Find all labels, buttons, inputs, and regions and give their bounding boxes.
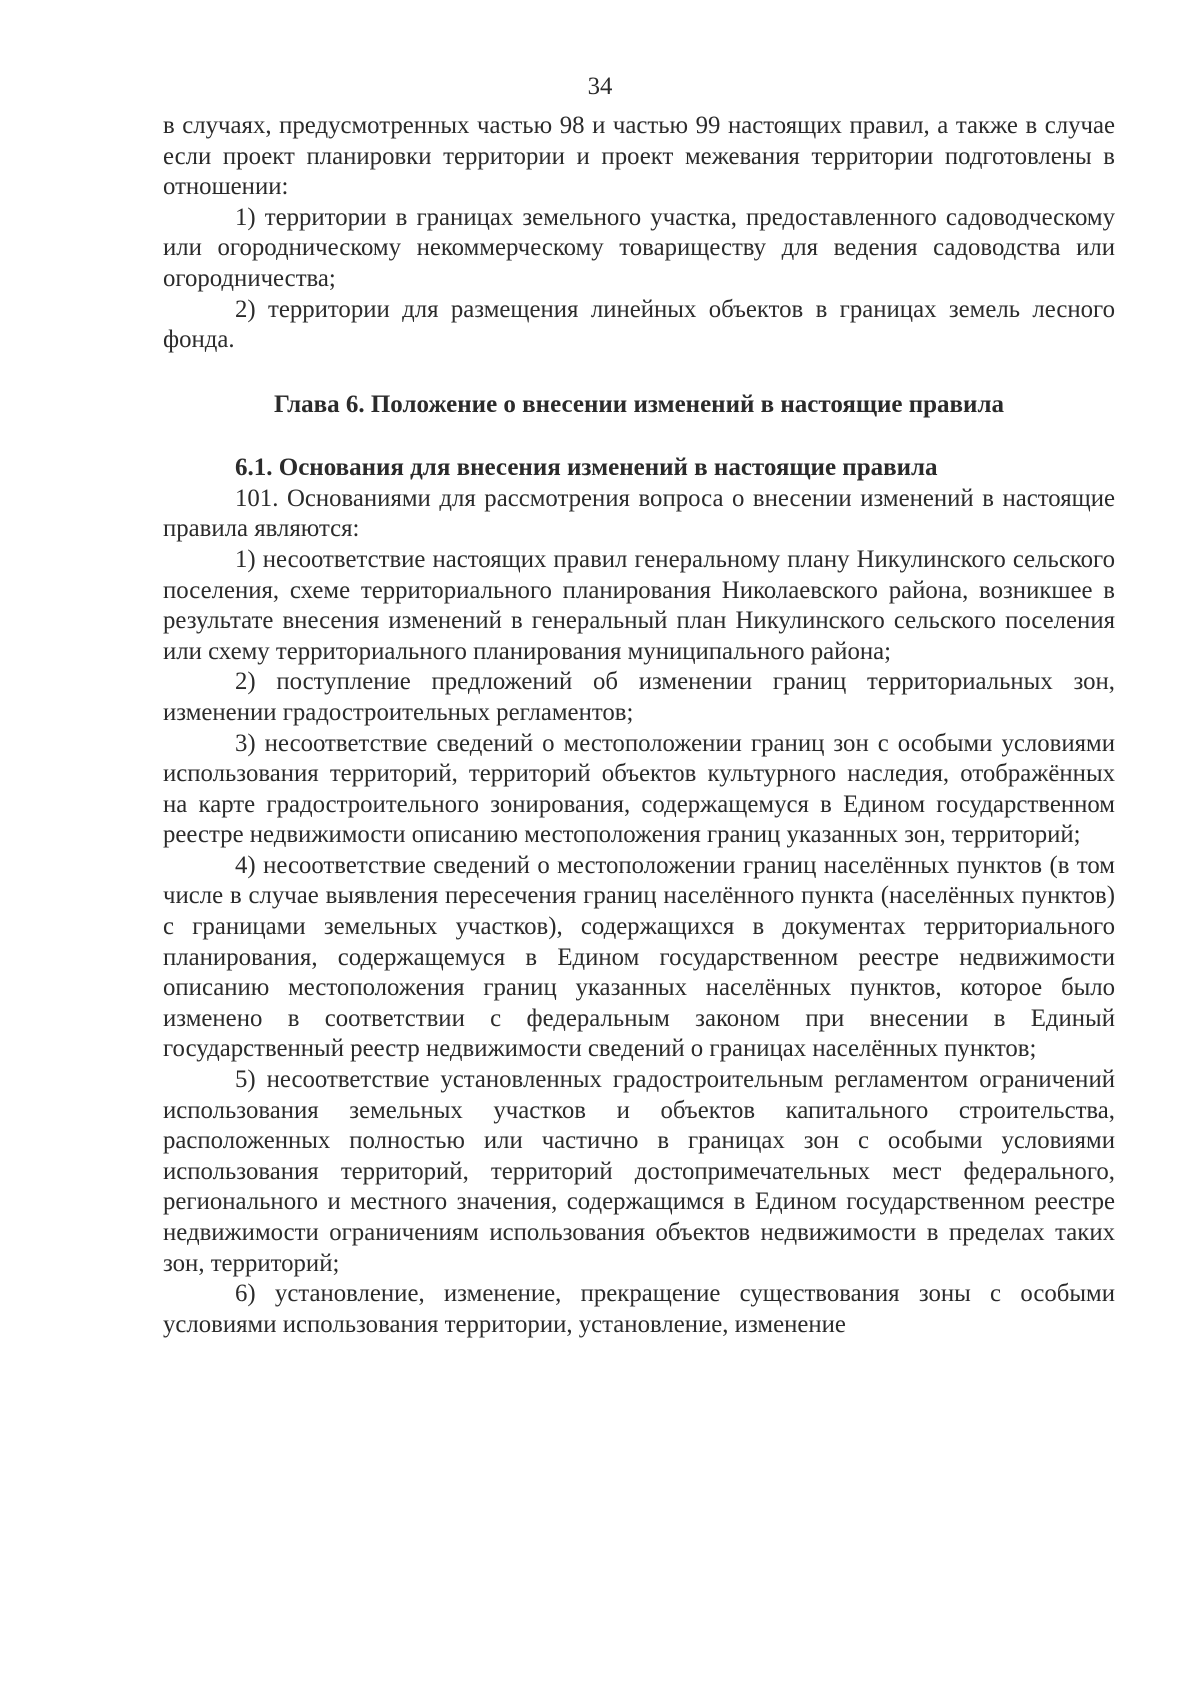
section-list-item: 4) несоответствие сведений о местоположении границ населённых пунктов (в том числе в случае выявления пересечения границ населённого пункта (населённых пунктов) с границами земельных участков), содержащихся в документах территориального планирования, содержащемуся в Едином государственном реестре недвижимости описанию местоположения границ указанных населённых пунктов, которое было изменено в соответствии с федеральным законом при внесении в Единый государственный реестр недвижимости сведений о границах населённых пунктов; bbox=[163, 851, 1115, 1063]
intro-list-item: 2) территории для размещения линейных объектов в границах земель лесного фонда. bbox=[163, 295, 1115, 354]
section-list-item: 5) несоответствие установленных градостроительным регламентом ограничений использования земельных участков и объектов капитального строительства, расположенных полностью или частично в границах зон с особыми условиями использования территорий, территорий достопримечательных мест федерального, регионального и местного значения, содержащимся в Едином государственном реестре недвижимости ограничениям использования объектов недвижимости в пределах таких зон, территорий; bbox=[163, 1066, 1115, 1277]
page-number: 34 bbox=[587, 73, 613, 100]
chapter-heading: Глава 6. Положение о внесении изменений в настоящие правила bbox=[274, 390, 1004, 418]
section-list-item: 3) несоответствие сведений о местоположении границ зон с особыми условиями использования территорий, территорий объектов культурного наследия, отображённых на карте градостроительного зонирования, содержащемуся в Едином государственном реестре недвижимости описанию местоположения границ указанных зон, территорий; bbox=[163, 729, 1115, 849]
section-heading: 6.1. Основания для внесения изменений в настоящие правила bbox=[235, 453, 938, 481]
section-list-item: 2) поступление предложений об изменении границ территориальных зон, изменении градостроительных регламентов; bbox=[163, 668, 1115, 726]
section-list-item: 1) несоответствие настоящих правил генеральному плану Никулинского сельского поселения, схеме территориального планирования Николаевского района, возникшее в результате внесения изменений в генеральный план Никулинского сельского поселения или схему территориального планирования муниципального района; bbox=[163, 545, 1115, 665]
page-content bbox=[163, 111, 1115, 1340]
section-list-item: 6) установление, изменение, прекращение существования зоны с особыми условиями использования территории, установление, изменение bbox=[163, 1280, 1115, 1338]
intro-paragraph: в случаях, предусмотренных частью 98 и частью 99 настоящих правил, а также в случае если проект планировки территории и проект межевания территории подготовлены в отношении: bbox=[163, 112, 1115, 201]
intro-list-item: 1) территории в границах земельного участка, предоставленного садоводческому или огородническому некоммерческому товариществу для ведения садоводства или огородничества; bbox=[163, 203, 1115, 292]
section-lead-paragraph: 101. Основаниями для рассмотрения вопроса о внесении изменений в настоящие правила являются: bbox=[163, 484, 1115, 543]
